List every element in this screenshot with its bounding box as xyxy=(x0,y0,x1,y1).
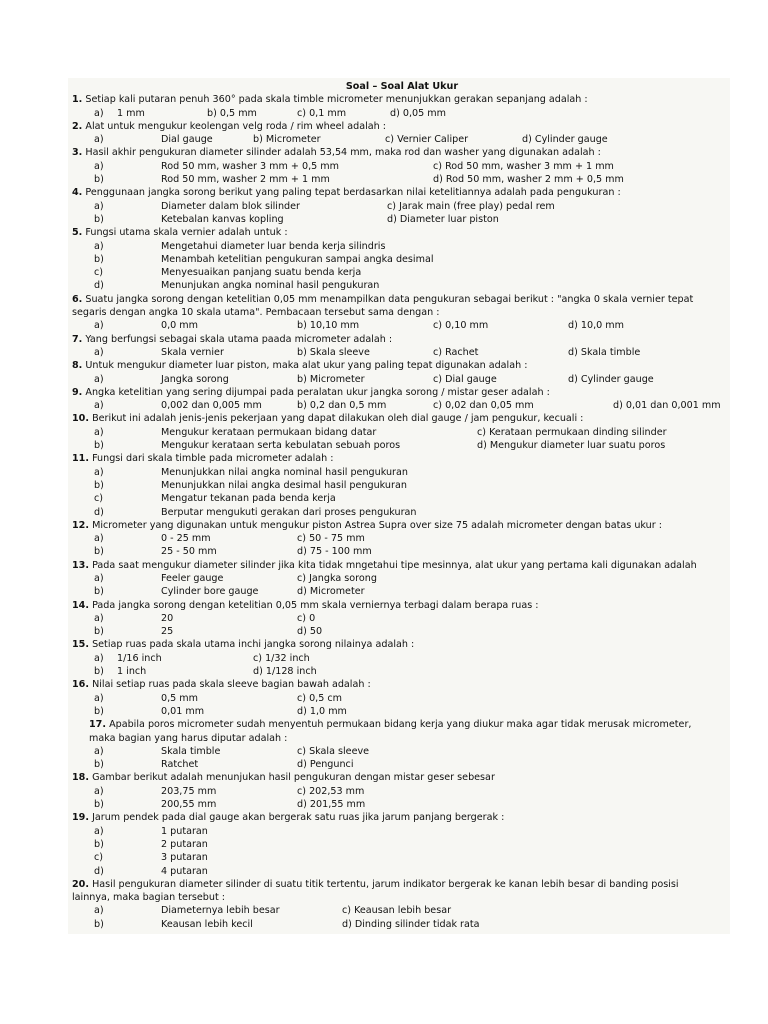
option-text: Feeler gauge xyxy=(161,572,224,584)
question-20 xyxy=(72,878,732,891)
answer-row xyxy=(72,107,732,120)
answer-row xyxy=(72,479,732,492)
question-5 xyxy=(72,226,732,239)
option-text: 2 putaran xyxy=(161,838,208,850)
option-text: 0,01 mm xyxy=(161,705,205,717)
option-text: d) Diameter luar piston xyxy=(387,213,499,225)
option-text: 4 putaran xyxy=(161,865,208,877)
question-text: Setiap kali putaran penuh 360° pada skala timble micrometer menunjukkan gerakan sepanjang adalah : xyxy=(85,94,588,106)
option-text: 1/16 inch xyxy=(117,652,162,664)
option-text: c) 0,02 dan 0,05 mm xyxy=(433,400,534,412)
option-label: c) xyxy=(94,852,104,864)
answer-row xyxy=(72,133,732,146)
question-number: 3. xyxy=(72,147,83,159)
answer-row xyxy=(72,705,732,718)
question-12 xyxy=(72,519,732,532)
option-label: a) xyxy=(94,652,104,664)
option-label: a) xyxy=(94,785,104,797)
option-text: d) Rod 50 mm, washer 2 mm + 0,5 mm xyxy=(433,174,624,186)
option-text: d) Dinding silinder tidak rata xyxy=(342,918,480,930)
question-6 xyxy=(72,293,732,306)
question-7 xyxy=(72,333,732,346)
answer-row xyxy=(72,506,732,519)
option-text: Jangka sorong xyxy=(161,373,229,385)
answer-row xyxy=(72,865,732,878)
option-label: b) xyxy=(94,546,104,558)
option-text: c) Kerataan permukaan dinding silinder xyxy=(477,426,667,438)
option-text: d) Skala timble xyxy=(568,346,641,358)
option-label: c) xyxy=(94,493,104,505)
option-text: c) Vernier Caliper xyxy=(385,134,469,146)
option-label: a) xyxy=(94,134,104,146)
answer-row xyxy=(72,918,732,931)
answer-row xyxy=(72,612,732,625)
option-text: Menambah ketelitian pengukuran sampai angka desimal xyxy=(161,253,434,265)
option-text: Dial gauge xyxy=(161,134,213,146)
option-text: d) 201,55 mm xyxy=(297,799,366,811)
answer-row xyxy=(72,373,732,386)
option-label: b) xyxy=(94,918,104,930)
question-15 xyxy=(72,638,732,651)
question-text: Fungsi utama skala vernier adalah untuk : xyxy=(85,227,288,239)
question-4 xyxy=(72,186,732,199)
option-label: a) xyxy=(94,426,104,438)
answer-row xyxy=(72,572,732,585)
question-text: Jarum pendek pada dial gauge akan bergerak satu ruas jika jarum panjang bergerak : xyxy=(92,812,505,824)
question-text: Angka ketelitian yang sering dijumpai pada peralatan ukur jangka sorong / mistar geser adalah : xyxy=(85,386,550,398)
question-number: 5. xyxy=(72,227,83,239)
option-text: d) Mengukur diameter luar suatu poros xyxy=(477,440,666,452)
option-text: c) 0,1 mm xyxy=(297,107,347,119)
option-label: a) xyxy=(94,240,104,252)
option-text: 3 putaran xyxy=(161,852,208,864)
option-text: d) 0,05 mm xyxy=(390,107,446,119)
option-label: a) xyxy=(94,373,104,385)
question-19 xyxy=(72,811,732,824)
question-number: 17. xyxy=(89,719,106,731)
option-text: d) 10,0 mm xyxy=(568,320,624,332)
question-8 xyxy=(72,359,732,372)
option-text: 0,002 dan 0,005 mm xyxy=(161,400,262,412)
option-text: b) Micrometer xyxy=(297,373,365,385)
question-text: Berikut ini adalah jenis-jenis pekerjaan yang dapat dilakukan oleh dial gauge / jam pengukur, kecuali : xyxy=(92,413,584,425)
question-text: lainnya, maka bagian tersebut : xyxy=(72,892,226,904)
question-text: Hasil akhir pengukuran diameter silinder adalah 53,54 mm, maka rod dan washer yang digunakan adalah : xyxy=(85,147,601,159)
option-text: c) 0 xyxy=(297,612,316,624)
option-text: c) Jarak main (free play) pedal rem xyxy=(387,200,555,212)
option-text: c) Keausan lebih besar xyxy=(342,905,452,917)
option-text: 1 mm xyxy=(117,107,145,119)
option-label: b) xyxy=(94,838,104,850)
answer-row xyxy=(72,532,732,545)
option-text: d) Micrometer xyxy=(297,586,365,598)
option-text: b) 0,5 mm xyxy=(207,107,257,119)
option-label: a) xyxy=(94,160,104,172)
answer-row xyxy=(72,319,732,332)
option-text: Ketebalan kanvas kopling xyxy=(161,213,284,225)
question-text: Suatu jangka sorong dengan ketelitian 0,05 mm menampilkan data pengukuran sebagai berikut : "angka 0 skala vernier tepat xyxy=(85,293,694,305)
answer-row xyxy=(72,266,732,279)
question-number: 16. xyxy=(72,679,89,691)
option-text: 1 putaran xyxy=(161,825,208,837)
question-1 xyxy=(72,93,732,106)
option-text: 1 inch xyxy=(117,666,147,678)
option-text: Mengatur tekanan pada benda kerja xyxy=(161,493,336,505)
option-label: a) xyxy=(94,572,104,584)
answer-row xyxy=(72,851,732,864)
option-label: d) xyxy=(94,280,104,292)
option-text: Mengetahui diameter luar benda kerja silindris xyxy=(161,240,386,252)
question-number: 4. xyxy=(72,187,83,199)
option-text: Keausan lebih kecil xyxy=(161,918,253,930)
question-text: Hasil pengukuran diameter silinder di suatu titik tertentu, jarum indikator bergerak ke kanan lebih besar di banding posisi xyxy=(92,878,679,890)
option-text: d) 50 xyxy=(297,626,323,638)
option-label: a) xyxy=(94,692,104,704)
option-text: Berputar mengukuti gerakan dari proses pengukuran xyxy=(161,506,417,518)
option-label: a) xyxy=(94,905,104,917)
option-text: c) 202,53 mm xyxy=(297,785,365,797)
option-label: b) xyxy=(94,626,104,638)
answer-row xyxy=(72,745,732,758)
answer-row xyxy=(72,240,732,253)
question-text: maka bagian yang harus diputar adalah : xyxy=(89,732,288,744)
question-text: Micrometer yang digunakan untuk mengukur piston Astrea Supra over size 75 adalah micrometer dengan batas ukur : xyxy=(92,519,662,531)
answer-row xyxy=(72,545,732,558)
option-label: a) xyxy=(94,320,104,332)
option-text: 20 xyxy=(161,612,174,624)
option-label: b) xyxy=(94,253,104,265)
question-17 xyxy=(72,718,732,731)
option-label: b) xyxy=(94,586,104,598)
answer-row xyxy=(72,346,732,359)
question-number: 12. xyxy=(72,519,89,531)
option-text: b) 0,2 dan 0,5 mm xyxy=(297,400,387,412)
option-label: a) xyxy=(94,200,104,212)
option-text: Menunjukkan nilai angka nominal hasil pengukuran xyxy=(161,466,408,478)
option-label: a) xyxy=(94,107,104,119)
option-label: c) xyxy=(94,267,104,279)
answer-row xyxy=(72,279,732,292)
document-title: Soal – Soal Alat Ukur xyxy=(345,81,459,92)
option-text: d) Cylinder gauge xyxy=(568,373,654,385)
question-number: 1. xyxy=(72,94,83,106)
question-text: segaris dengan angka 10 skala utama". Pembacaan tersebut sama dengan : xyxy=(72,307,440,319)
question-number: 10. xyxy=(72,413,89,425)
answer-row xyxy=(72,492,732,505)
option-label: b) xyxy=(94,705,104,717)
question-13 xyxy=(72,559,732,572)
question-text: Pada jangka sorong dengan ketelitian 0,05 mm skala verniernya terbagi dalam berapa ruas : xyxy=(92,599,539,611)
document-content xyxy=(72,80,732,931)
option-label: d) xyxy=(94,506,104,518)
option-label: b) xyxy=(94,479,104,491)
answer-row xyxy=(72,838,732,851)
answer-row xyxy=(72,426,732,439)
answer-row xyxy=(72,466,732,479)
option-text: 25 - 50 mm xyxy=(161,546,217,558)
option-text: Menunjukkan nilai angka desimal hasil pengukuran xyxy=(161,479,407,491)
option-text: c) Jangka sorong xyxy=(297,572,377,584)
question-text: Gambar berikut adalah menunjukan hasil pengukuran dengan mistar geser sebesar xyxy=(92,772,495,784)
question-9 xyxy=(72,386,732,399)
question-text: Setiap ruas pada skala utama inchi jangka sorong nilainya adalah : xyxy=(92,639,415,651)
option-label: a) xyxy=(94,825,104,837)
answer-row xyxy=(72,399,732,412)
question-text: Alat untuk mengukur keolengan velg roda / rim wheel adalah : xyxy=(85,120,386,132)
option-text: c) 0,10 mm xyxy=(433,320,489,332)
question-10 xyxy=(72,412,732,425)
question-number: 11. xyxy=(72,453,89,465)
question-text: Nilai setiap ruas pada skala sleeve bagian bawah adalah : xyxy=(92,679,371,691)
option-text: 203,75 mm xyxy=(161,785,217,797)
option-text: 0,0 mm xyxy=(161,320,198,332)
question-16 xyxy=(72,678,732,691)
question-text: Apabila poros micrometer sudah menyentuh permukaan bidang kerja yang diukur maka agar tidak merusak micrometer, xyxy=(109,719,692,731)
option-text: Diameternya lebih besar xyxy=(161,905,280,917)
question-6-continued xyxy=(72,306,732,319)
answer-row xyxy=(72,200,732,213)
answer-row xyxy=(72,652,732,665)
option-label: b) xyxy=(94,440,104,452)
option-label: a) xyxy=(94,745,104,757)
question-number: 8. xyxy=(72,360,83,372)
option-text: 200,55 mm xyxy=(161,799,217,811)
option-text: Ratchet xyxy=(161,759,199,771)
question-text: Pada saat mengukur diameter silinder jika kita tidak mngetahui tipe mesinnya, alat ukur yang pertama kali digunakan adalah xyxy=(92,559,697,571)
question-text: Untuk mengukur diameter luar piston, maka alat ukur yang paling tepat digunakan adalah : xyxy=(85,360,528,372)
question-number: 9. xyxy=(72,386,83,398)
option-label: a) xyxy=(94,612,104,624)
question-18 xyxy=(72,771,732,784)
option-text: b) Micrometer xyxy=(253,134,321,146)
option-text: c) Skala sleeve xyxy=(297,745,370,757)
question-text: Yang berfungsi sebagai skala utama paada micrometer adalah : xyxy=(85,333,393,345)
question-number: 20. xyxy=(72,878,89,890)
option-label: a) xyxy=(94,466,104,478)
question-text: Penggunaan jangka sorong berikut yang paling tepat berdasarkan nilai ketelitiannya adalah pada pengukuran : xyxy=(85,187,621,199)
option-label: b) xyxy=(94,213,104,225)
option-text: d) 0,01 dan 0,001 mm xyxy=(613,400,721,412)
answer-row xyxy=(72,785,732,798)
answer-row xyxy=(72,585,732,598)
option-label: b) xyxy=(94,759,104,771)
question-number: 18. xyxy=(72,772,89,784)
question-number: 13. xyxy=(72,559,89,571)
question-number: 2. xyxy=(72,120,83,132)
answer-row xyxy=(72,253,732,266)
option-label: a) xyxy=(94,346,104,358)
answer-row xyxy=(72,798,732,811)
option-label: b) xyxy=(94,174,104,186)
question-number: 7. xyxy=(72,333,83,345)
option-text: d) 1,0 mm xyxy=(297,705,347,717)
option-text: 0 - 25 mm xyxy=(161,533,211,545)
question-17-continued xyxy=(72,732,732,745)
option-text: d) 1/128 inch xyxy=(253,666,317,678)
question-number: 14. xyxy=(72,599,89,611)
option-text: Diameter dalam blok silinder xyxy=(161,200,300,212)
option-text: Rod 50 mm, washer 3 mm + 0,5 mm xyxy=(161,160,339,172)
answer-row xyxy=(72,665,732,678)
option-text: d) Pengunci xyxy=(297,759,354,771)
option-text: Mengukur kerataan serta kebulatan sebuah poros xyxy=(161,440,401,452)
question-number: 6. xyxy=(72,293,83,305)
answer-row xyxy=(72,173,732,186)
option-text: 25 xyxy=(161,626,174,638)
question-20-continued xyxy=(72,891,732,904)
question-14 xyxy=(72,599,732,612)
answer-row xyxy=(72,160,732,173)
option-text: c) Dial gauge xyxy=(433,373,497,385)
option-label: d) xyxy=(94,865,104,877)
question-3 xyxy=(72,146,732,159)
option-text: b) 10,10 mm xyxy=(297,320,360,332)
option-label: a) xyxy=(94,400,104,412)
option-text: Mengukur kerataan permukaan bidang datar xyxy=(161,426,377,438)
answer-row xyxy=(72,213,732,226)
option-text: c) Rod 50 mm, washer 3 mm + 1 mm xyxy=(433,160,614,172)
option-text: Menyesuaikan panjang suatu benda kerja xyxy=(161,267,362,279)
option-label: b) xyxy=(94,799,104,811)
option-text: d) Cylinder gauge xyxy=(522,134,608,146)
option-text: Rod 50 mm, washer 2 mm + 1 mm xyxy=(161,174,330,186)
answer-row xyxy=(72,625,732,638)
option-text: b) Skala sleeve xyxy=(297,346,370,358)
option-text: c) 50 - 75 mm xyxy=(297,533,365,545)
option-text: c) 0,5 cm xyxy=(297,692,342,704)
option-text: d) 75 - 100 mm xyxy=(297,546,372,558)
option-text: Menunjukan angka nominal hasil pengukuran xyxy=(161,280,380,292)
answer-row xyxy=(72,692,732,705)
answer-row xyxy=(72,825,732,838)
option-label: b) xyxy=(94,666,104,678)
question-number: 15. xyxy=(72,639,89,651)
answer-row xyxy=(72,439,732,452)
option-text: c) 1/32 inch xyxy=(253,652,310,664)
answer-row xyxy=(72,904,732,917)
question-text: Fungsi dari skala timble pada micrometer adalah : xyxy=(92,453,334,465)
option-text: Skala vernier xyxy=(161,346,224,358)
option-text: c) Rachet xyxy=(433,346,479,358)
answer-row xyxy=(72,758,732,771)
question-number: 19. xyxy=(72,812,89,824)
option-label: a) xyxy=(94,533,104,545)
option-text: 0,5 mm xyxy=(161,692,198,704)
option-text: Cylinder bore gauge xyxy=(161,586,259,598)
question-11 xyxy=(72,452,732,465)
option-text: Skala timble xyxy=(161,745,221,757)
question-2 xyxy=(72,120,732,133)
